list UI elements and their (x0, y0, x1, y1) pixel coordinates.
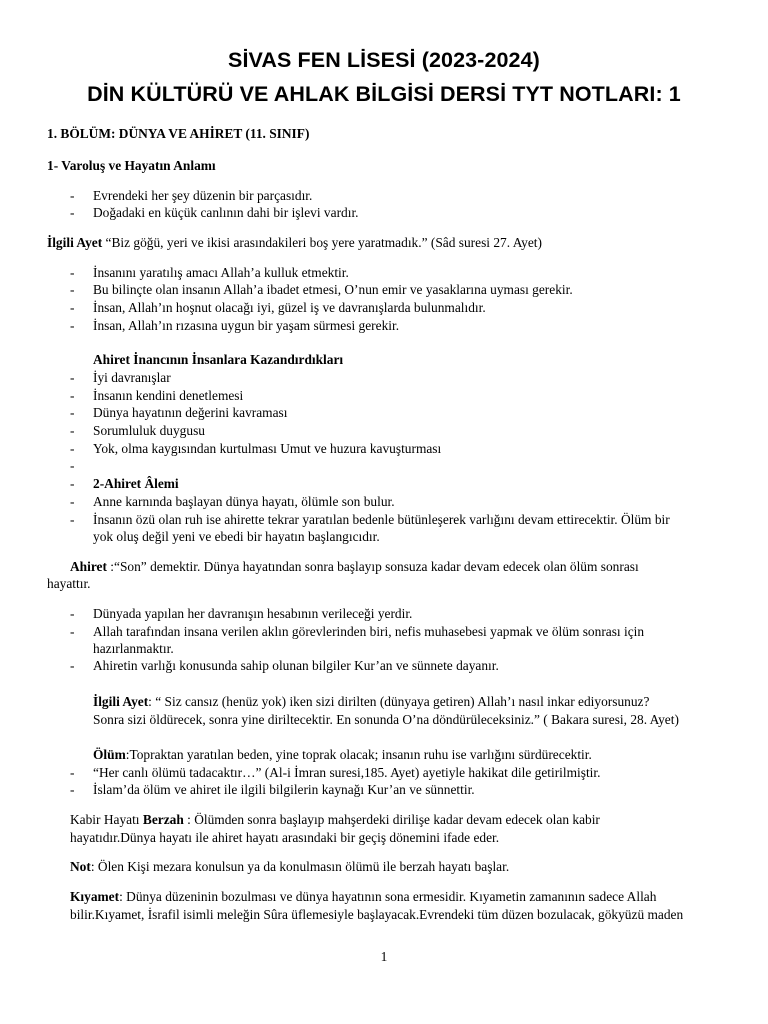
list-bullet: - (70, 205, 75, 220)
list-bullet: - (70, 300, 75, 315)
document-title-school: SİVAS FEN LİSESİ (2023-2024) (228, 48, 540, 72)
kiyamet-definition (70, 888, 656, 906)
list-bullet: - (70, 405, 75, 420)
list-item: Yok, olma kaygısından kurtulması Umut ve huzura kavuşturması (93, 441, 442, 456)
list-bullet: - (70, 606, 75, 621)
ayet-paragraph (47, 234, 542, 252)
list-bullet: - (70, 512, 75, 527)
list-item: İnsan, Allah’ın hoşnut olacağı iyi, güzel iş ve davranışlarda bulunmalıdır. (93, 300, 486, 315)
ayet-text-continuation: Sonra sizi öldürecek, sonra yine diriltecektir. En sonunda O’na döndürüleceksiniz.” ( Bakara suresi, 28. Ayet) (93, 712, 679, 727)
kiyamet-text: : Dünya düzeninin bozulması ve dünya hayatının sona ermesidir. Kıyametin zamanının sadece Allah (119, 889, 657, 904)
gains-heading: Ahiret İnancının İnsanlara Kazandırdıkları (93, 352, 344, 367)
list-bullet: - (70, 624, 75, 639)
list-bullet: - (70, 658, 75, 673)
list-bullet: - (70, 441, 75, 456)
list-bullet: - (70, 370, 75, 385)
list-item: Anne karnında başlayan dünya hayatı, ölümle son bulur. (93, 494, 395, 509)
list-item: Bu bilinçte olan insanın Allah’a ibadet etmesi, O’nun emir ve yasaklarına uyması gerekir. (93, 282, 573, 297)
list-item: Ahiretin varlığı konusunda sahip olunan bilgiler Kur’an ve sünnete dayanır. (93, 658, 499, 673)
list-item-continuation: hazırlanmaktır. (93, 641, 174, 656)
ayet-paragraph-2 (93, 693, 649, 711)
note-text: : Ölen Kişi mezara konulsun ya da konulmasın ölümü ile berzah hayatı başlar. (90, 859, 510, 874)
document-title-course: DİN KÜLTÜRÜ VE AHLAK BİLGİSİ DERSİ TYT NOTLARI: 1 (87, 82, 681, 106)
list-item: Evrendeki her şey düzenin bir parçasıdır. (93, 188, 313, 203)
olum-text: :Topraktan yaratılan beden, yine toprak olacak; insanın ruhu ise varlığını sürdürecektir. (125, 747, 592, 762)
list-item: Dünyada yapılan her davranışın hesabının verileceği yerdir. (93, 606, 413, 621)
note-label: Not (70, 859, 91, 874)
ayet-text: : “ Siz cansız (henüz yok) iken sizi dirilten (dünyaya getiren) Allah’ı nasıl inkar ediyorsunuz? (148, 694, 650, 709)
ayet-label: İlgili Ayet (47, 235, 103, 250)
berzah-definition (70, 811, 600, 829)
list-item-continuation: yok oluş değil yeni ve ebedi bir hayatın başlangıcıdır. (93, 529, 380, 544)
berzah-prefix: Kabir Hayatı (70, 812, 143, 827)
list-bullet: - (70, 388, 75, 403)
note-paragraph (70, 858, 509, 876)
list-bullet: - (70, 265, 75, 280)
list-item: İnsanın kendini denetlemesi (93, 388, 244, 403)
list-bullet: - (70, 282, 75, 297)
ahiret-definition-continuation: hayattır. (47, 576, 91, 591)
ahiret-definition-text: :“Son” demektir. Dünya hayatından sonra başlayıp sonsuza kadar devam edecek olan ölüm sonrası (106, 559, 639, 574)
page-number: 1 (380, 949, 388, 964)
ayet-text: “Biz göğü, yeri ve ikisi arasındakileri boş yere yaratmadık.” (Sâd suresi 27. Ayet) (102, 235, 542, 250)
ahiret-definition (70, 558, 639, 576)
list-item: Dünya hayatının değerini kavraması (93, 405, 288, 420)
olum-label: Ölüm (93, 747, 126, 762)
topic-heading-ahiret-alemi: 2-Ahiret Âlemi (93, 476, 179, 491)
list-bullet: - (70, 494, 75, 509)
list-item: Sorumluluk duygusu (93, 423, 205, 438)
list-bullet: - (70, 318, 75, 333)
list-bullet: - (70, 782, 75, 797)
list-item: İyi davranışlar (93, 370, 171, 385)
list-bullet: - (70, 188, 75, 203)
olum-definition (93, 746, 592, 764)
list-item: İnsanın özü olan ruh ise ahirette tekrar yaratılan bedenle bütünleşerek varlığını devam ettirecektir. Ölüm bir (93, 512, 670, 527)
kiyamet-continuation: bilir.Kıyamet, İsrafil isimli meleğin Sûra üflemesiyle başlayacak.Evrendeki tüm düzen bozulacak, gökyüzü maden (70, 907, 684, 922)
kiyamet-label: Kıyamet (70, 889, 120, 904)
section-heading: 1. BÖLÜM: DÜNYA VE AHİRET (11. SINIF) (47, 126, 310, 141)
ayet-label: İlgili Ayet (93, 694, 149, 709)
list-item: İnsanını yaratılış amacı Allah’a kulluk etmektir. (93, 265, 349, 280)
list-item: İnsan, Allah’ın rızasına uygun bir yaşam sürmesi gerekir. (93, 318, 400, 333)
list-bullet: - (70, 476, 75, 491)
ahiret-label: Ahiret (70, 559, 107, 574)
berzah-label: Berzah (142, 812, 184, 827)
list-item: İslam’da ölüm ve ahiret ile ilgili bilgilerin kaynağı Kur’an ve sünnettir. (93, 782, 475, 797)
list-item: “Her canlı ölümü tadacaktır…” (Al-i İmran suresi,185. Ayet) ayetiyle hakikat dile getirilmiştir. (93, 765, 601, 780)
list-bullet: - (70, 423, 75, 438)
list-item: Doğadaki en küçük canlının dahi bir işlevi vardır. (93, 205, 359, 220)
berzah-text: : Ölümden sonra başlayıp mahşerdeki dirilişe kadar devam edecek olan kabir (183, 812, 600, 827)
list-item: Allah tarafından insana verilen aklın görevlerinden biri, nefis muhasebesi yapmak ve ölüm sonrası için (93, 624, 645, 639)
berzah-continuation: hayatıdır.Dünya hayatı ile ahiret hayatı arasındaki bir geçiş dönemini ifade eder. (70, 830, 500, 845)
list-bullet: - (70, 458, 75, 473)
topic-heading-varolus: 1- Varoluş ve Hayatın Anlamı (47, 158, 216, 173)
list-bullet: - (70, 765, 75, 780)
